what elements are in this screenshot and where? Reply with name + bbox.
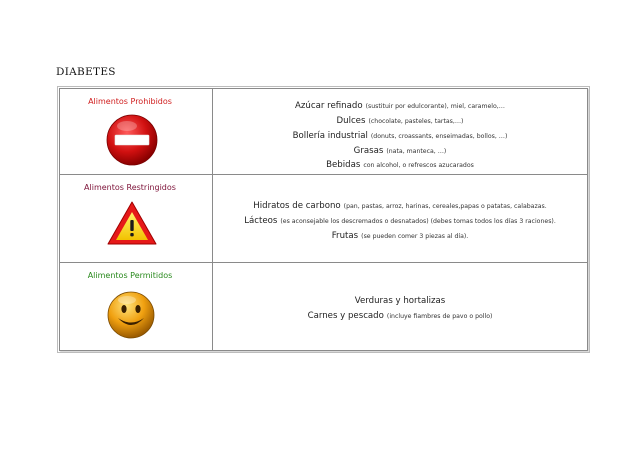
item-note: (es aconsejable los descremados o desnatados) (debes tomas todos los días 3 raciones). bbox=[280, 218, 556, 225]
item-note: (sustituir por edulcorante), miel, caramelo,… bbox=[365, 103, 505, 110]
category-label-permitidos: Alimentos Permitidos bbox=[87, 271, 173, 280]
item-line bbox=[213, 131, 587, 141]
smiley-icon bbox=[106, 290, 156, 340]
item-line bbox=[213, 296, 587, 306]
item-main: Bebidas bbox=[326, 160, 361, 170]
table-row-restringidos bbox=[60, 175, 587, 263]
category-cell bbox=[60, 89, 213, 174]
item-note: (se pueden comer 3 piezas al día). bbox=[361, 233, 469, 240]
item-note: (incluye fiambres de pavo o pollo) bbox=[386, 313, 493, 320]
item-main: Verduras y hortalizas bbox=[354, 296, 446, 306]
item-note: (donuts, croassants, enseimadas, bollos, …) bbox=[370, 133, 508, 140]
item-line bbox=[213, 160, 587, 170]
item-line bbox=[213, 311, 587, 321]
item-note: con alcohol, o refrescos azucarados bbox=[363, 162, 474, 169]
no-entry-icon bbox=[105, 113, 159, 167]
diet-table bbox=[59, 88, 588, 351]
items-cell bbox=[213, 89, 587, 174]
item-note: (chocolate, pasteles, tartas,…) bbox=[368, 118, 464, 125]
warning-icon bbox=[105, 199, 159, 249]
item-main: Azúcar refinado bbox=[295, 101, 363, 111]
category-label-restringidos: Alimentos Restringidos bbox=[84, 183, 176, 192]
item-note: (pan, pastas, arroz, harinas, cereales,papas o patatas, calabazas. bbox=[343, 203, 547, 210]
item-main: Frutas bbox=[331, 231, 359, 241]
category-cell bbox=[60, 175, 213, 262]
document-title: DIABETES bbox=[56, 66, 116, 78]
item-note: (nata, manteca, …) bbox=[386, 148, 447, 155]
item-line bbox=[213, 146, 587, 156]
item-main: Bollería industrial bbox=[292, 131, 368, 141]
table-row-prohibidos bbox=[60, 89, 587, 175]
item-main: Carnes y pescado bbox=[307, 311, 384, 321]
item-line bbox=[213, 216, 587, 226]
items-cell bbox=[213, 175, 587, 262]
item-line bbox=[213, 201, 587, 211]
item-line bbox=[213, 231, 587, 241]
item-line bbox=[213, 116, 587, 126]
item-main: Hidratos de carbono bbox=[253, 201, 341, 211]
table-row-permitidos bbox=[60, 263, 587, 350]
item-main: Dulces bbox=[336, 116, 366, 126]
items-cell bbox=[213, 263, 587, 350]
item-main: Grasas bbox=[353, 146, 384, 156]
item-line bbox=[213, 101, 587, 111]
item-main: Lácteos bbox=[244, 216, 278, 226]
category-cell bbox=[60, 263, 213, 350]
category-label-prohibidos: Alimentos Prohibidos bbox=[88, 97, 172, 106]
